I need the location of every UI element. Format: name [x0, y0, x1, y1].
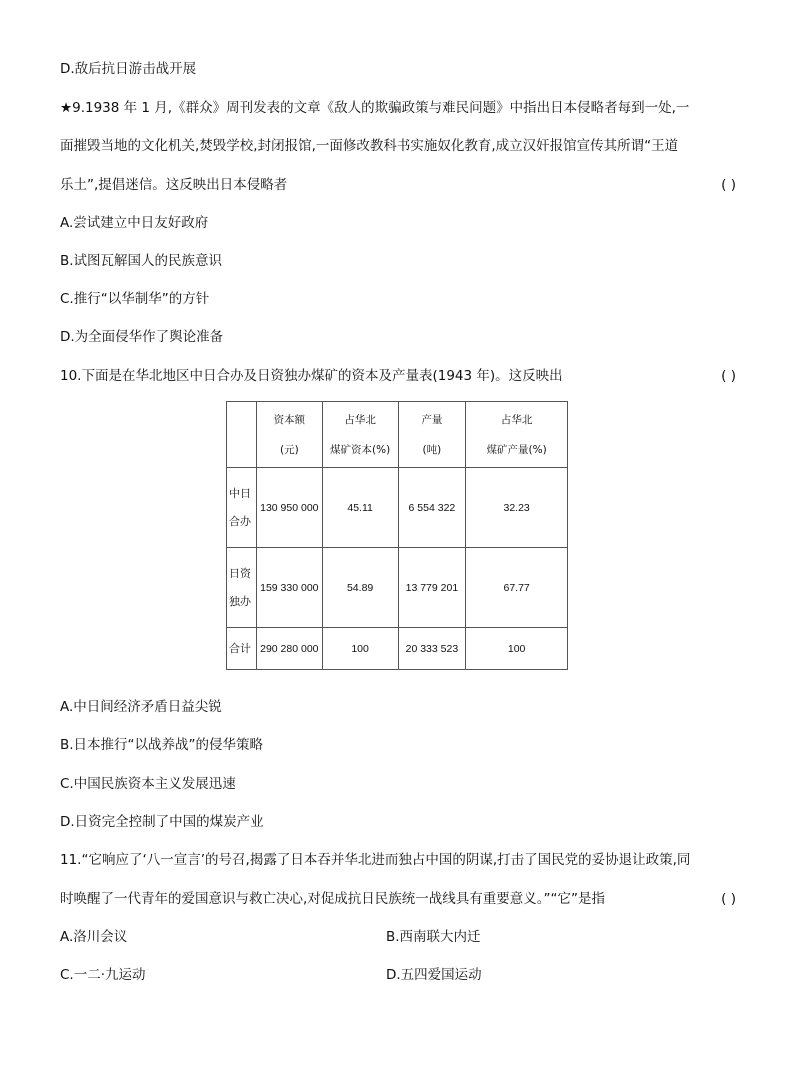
row-label: 日资 独办 — [227, 548, 257, 628]
cell-output: 13 779 201 — [398, 548, 466, 628]
q10-option-c: C.中国民族资本主义发展迅速 — [60, 776, 236, 792]
q11-option-b: B.西南联大内迁 — [386, 929, 481, 945]
header-output-share: 占华北 煤矿产量(%) — [466, 402, 568, 468]
header-capital: 资本额 (元) — [256, 402, 322, 468]
q10-stem: 10.下面是在华北地区中日合办及日资独办煤矿的资本及产量表(1943 年)。这反映出 — [60, 368, 563, 384]
cell-capital: 159 330 000 — [256, 548, 322, 628]
cell-capital-share: 54.89 — [322, 548, 398, 628]
cell-output-share: 67.77 — [466, 548, 568, 628]
cell-output-share: 32.23 — [466, 468, 568, 548]
q9-option-c: C.推行“以华制华”的方针 — [60, 291, 210, 307]
table-row — [227, 548, 568, 628]
q11-stem-line-2: 时唤醒了一代青年的爱国意识与救亡决心,对促成抗日民族统一战线具有重要意义。”“它”是指 — [60, 891, 606, 907]
coal-mine-table — [226, 401, 568, 670]
q9-stem-line-2: 面摧毁当地的文化机关,焚毁学校,封闭报馆,一面修改教科书实施奴化教育,成立汉奸报馆宣传其所谓“王道 — [60, 138, 679, 154]
table-row — [227, 468, 568, 548]
table-header-row — [227, 402, 568, 468]
q9-option-d: D.为全面侵华作了舆论准备 — [60, 329, 224, 345]
cell-capital: 290 280 000 — [256, 628, 322, 670]
q11-option-a: A.洛川会议 — [60, 929, 128, 945]
header-output: 产量 (吨) — [398, 402, 466, 468]
table-row-total — [227, 628, 568, 670]
table-corner-cell — [227, 402, 257, 468]
q10-option-d: D.日资完全控制了中国的煤炭产业 — [60, 814, 264, 830]
cell-output: 20 333 523 — [398, 628, 466, 670]
cell-output: 6 554 322 — [398, 468, 466, 548]
q9-stem-line-1: ★9.1938 年 1 月,《群众》周刊发表的文章《敌人的欺骗政策与难民问题》中指出日本侵略者每到一处,一 — [60, 100, 690, 116]
q11-answer-blank: ( ) — [721, 891, 736, 907]
cell-output-share: 100 — [466, 628, 568, 670]
cell-capital-share: 100 — [322, 628, 398, 670]
row-label: 合计 — [227, 628, 257, 670]
prev-question-option-d: D.敌后抗日游击战开展 — [60, 61, 197, 77]
q9-option-b: B.试图瓦解国人的民族意识 — [60, 253, 223, 269]
q9-answer-blank: ( ) — [721, 177, 736, 193]
q9-stem-line-3: 乐土”,提倡迷信。这反映出日本侵略者 — [60, 177, 288, 193]
header-capital-share: 占华北 煤矿资本(%) — [322, 402, 398, 468]
q11-stem-line-1: 11.“它响应了‘八一宣言’的号召,揭露了日本吞并华北进而独占中国的阴谋,打击了国民党的妥协退让政策,同 — [60, 852, 691, 868]
q10-answer-blank: ( ) — [721, 368, 736, 384]
cell-capital-share: 45.11 — [322, 468, 398, 548]
q11-option-d: D.五四爱国运动 — [386, 967, 482, 983]
q10-option-b: B.日本推行“以战养战”的侵华策略 — [60, 737, 264, 753]
q9-option-a: A.尝试建立中日友好政府 — [60, 215, 209, 231]
row-label: 中日 合办 — [227, 468, 257, 548]
cell-capital: 130 950 000 — [256, 468, 322, 548]
q10-option-a: A.中日间经济矛盾日益尖锐 — [60, 699, 222, 715]
q11-option-c: C.一二·九运动 — [60, 967, 146, 983]
